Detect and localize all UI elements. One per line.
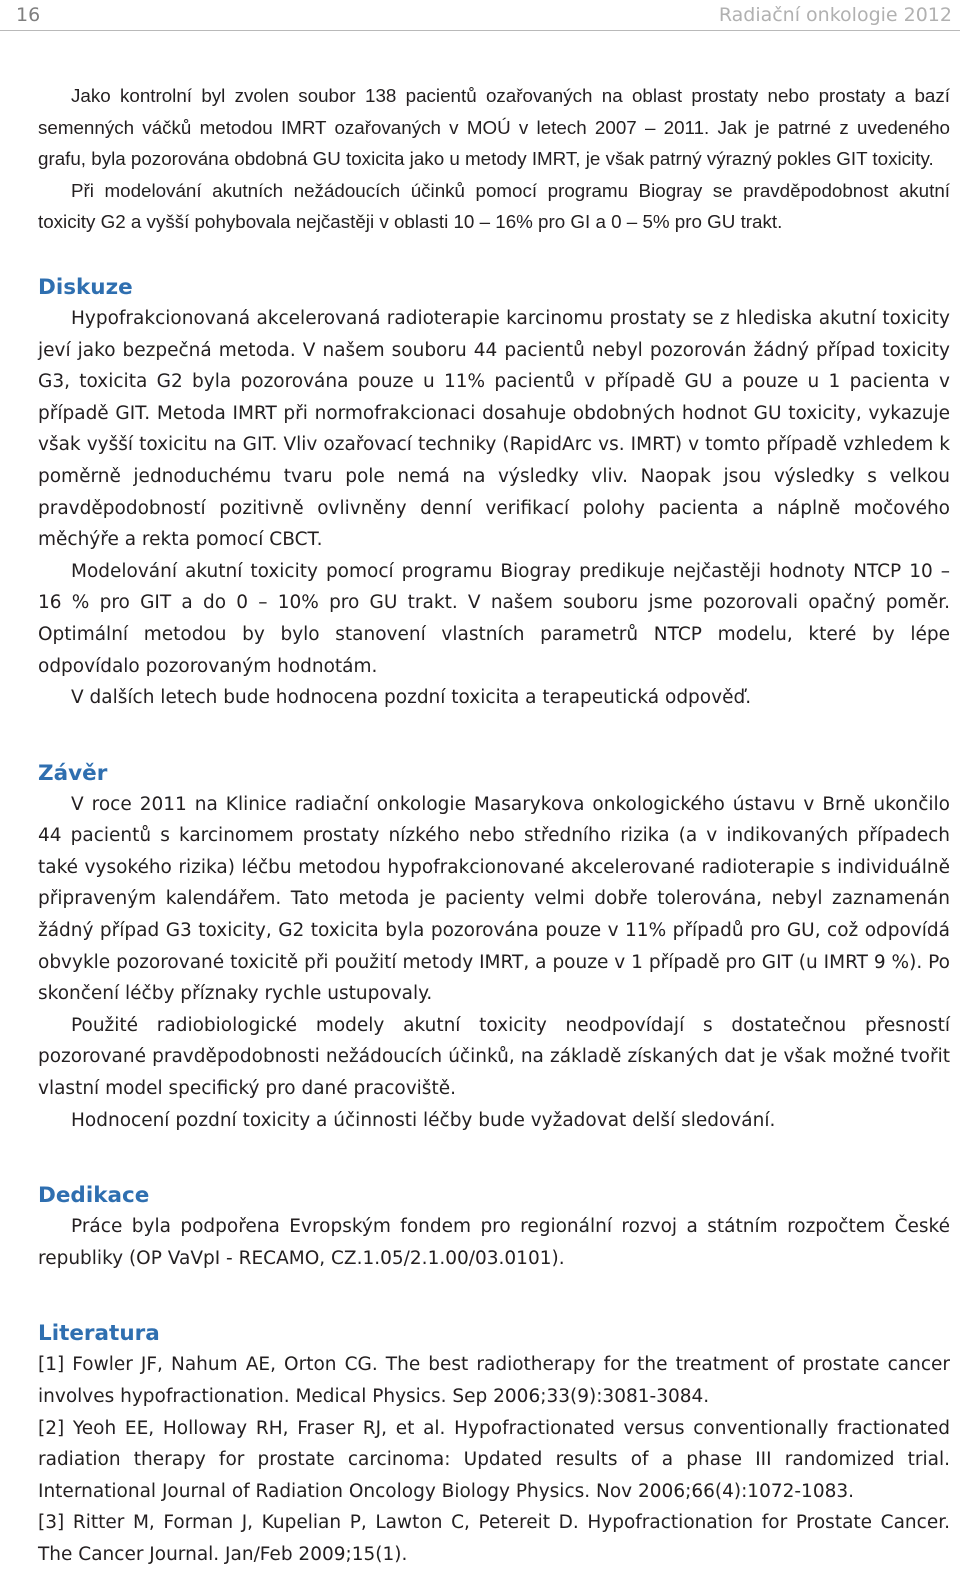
section-heading-dedication: Dedikace	[38, 1183, 150, 1209]
results-section	[38, 80, 950, 238]
discussion-section	[38, 272, 950, 714]
section-heading-conclusion: Závěr	[38, 760, 108, 786]
running-header	[0, 0, 960, 31]
discussion-paragraph: Modelování akutní toxicity pomocí programu Biogray predikuje nejčastěji hodnoty NTCP 10 – 16 % pro GIT a do 0 – 10% pro GU trakt. V našem souboru jsme pozorovali opačný poměr. Optimální metodou by bylo stanovení vlastních parametrů NTCP modelu, které by lépe odpovídalo pozorovaným hodnotám.	[38, 560, 950, 677]
journal-title: Radiační onkologie 2012	[718, 4, 952, 26]
discussion-paragraph: V dalších letech bude hodnocena pozdní toxicita a terapeutická odpověď.	[71, 687, 752, 709]
dedication-section	[38, 1180, 950, 1274]
conclusion-section	[38, 758, 950, 1137]
discussion-paragraph: Hypofrakcionovaná akcelerovaná radioterapie karcinomu prostaty se z hlediska akutní toxicity jeví jako bezpečná metoda. V našem souboru 44 pacientů nebyl pozorován žádný případ toxicity G3, toxicita G2 byla pozorována pouze u 11% pacientů v případě GU a pouze u 1 pacienta v případě GIT. Metoda IMRT při normofrakcionaci dosahuje obdobných hodnot GU toxicity, vykazuje však vyšší toxicitu na GIT. Vliv ozařovací techniky (RapidArc vs. IMRT) v tomto případě vzhledem k poměrně jednoduchému tvaru pole nemá na výsledky vliv. Naopak jsou výsledky s velkou pravděpodobností pozitivně ovlivněny denní verifikací polohy pacienta a náplně močového měchýře a rekta pomocí CBCT.	[38, 307, 950, 551]
results-paragraph: Jako kontrolní byl zvolen soubor 138 pacientů ozařovaných na oblast prostaty nebo prostaty a bazí semenných váčků metodou IMRT ozařovaných v MOÚ v letech 2007 – 2011. Jak je patrné z uvedeného grafu, byla pozorována obdobná GU toxicita jako u metody IMRT, je však patrný výrazný pokles GIT toxicity.	[38, 85, 950, 170]
results-paragraph: Při modelování akutních nežádoucích účinků pomocí programu Biogray se pravděpodobnost akutní toxicity G2 a vyšší pohybovala nejčastěji v oblasti 10 – 16% pro GI a 0 – 5% pro GU trakt.	[38, 179, 950, 233]
page-number: 16	[16, 4, 41, 26]
reference-item: [1] Fowler JF, Nahum AE, Orton CG. The best radiotherapy for the treatment of prostate cancer involves hypofractionation. Medical Physics. Sep 2006;33(9):3081-3084.	[38, 1354, 950, 1407]
dedication-paragraph: Práce byla podpořena Evropským fondem pro regionální rozvoj a státním rozpočtem České republiky (OP VaVpI - RECAMO, CZ.1.05/2.1.00/03.0101).	[38, 1216, 950, 1269]
section-heading-references: Literatura	[38, 1321, 160, 1347]
conclusion-paragraph: V roce 2011 na Klinice radiační onkologie Masarykova onkologického ústavu v Brně ukončilo 44 pacientů s karcinomem prostaty nízkého nebo středního rizika (a v indikovaných případech také vysokého rizika) léčbu metodou hypofrakcionované akcelerované radioterapie s individuálně připraveným kalendářem. Tato metoda je pacienty velmi dobře tolerována, nebyl zaznamenán žádný případ G3 toxicity, G2 toxicita byla pozorována pouze v 11% případů pro GU, což odpovídá obvykle pozorované toxicitě při použití metody IMRT, a pouze v 1 případě pro GIT (u IMRT 9 %). Po skončení léčby příznaky rychle ustupovaly.	[38, 793, 950, 1005]
reference-item: [2] Yeoh EE, Holloway RH, Fraser RJ, et al. Hypofractionated versus conventionally fractionated radiation therapy for prostate carcinoma: Updated results of a phase III randomized trial. International Journal of Radiation Oncology Biology Physics. Nov 2006;66(4):1072-1083.	[38, 1417, 950, 1502]
conclusion-paragraph: Hodnocení pozdní toxicity a účinnosti léčby bude vyžadovat delší sledování.	[71, 1109, 776, 1131]
section-heading-discussion: Diskuze	[38, 274, 133, 300]
reference-item: [3] Ritter M, Forman J, Kupelian P, Lawton C, Petereit D. Hypofractionation for Prostate Cancer. The Cancer Journal. Jan/Feb 2009;15(1).	[38, 1512, 950, 1565]
article-body	[38, 80, 950, 1571]
conclusion-paragraph: Použité radiobiologické modely akutní toxicity neodpovídají s dostatečnou přesností pozorované pravděpodobnosti nežádoucích účinků, na základě získaných dat je však možné tvořit vlastní model specifický pro dané pracoviště.	[38, 1014, 950, 1100]
references-section	[38, 1318, 950, 1570]
